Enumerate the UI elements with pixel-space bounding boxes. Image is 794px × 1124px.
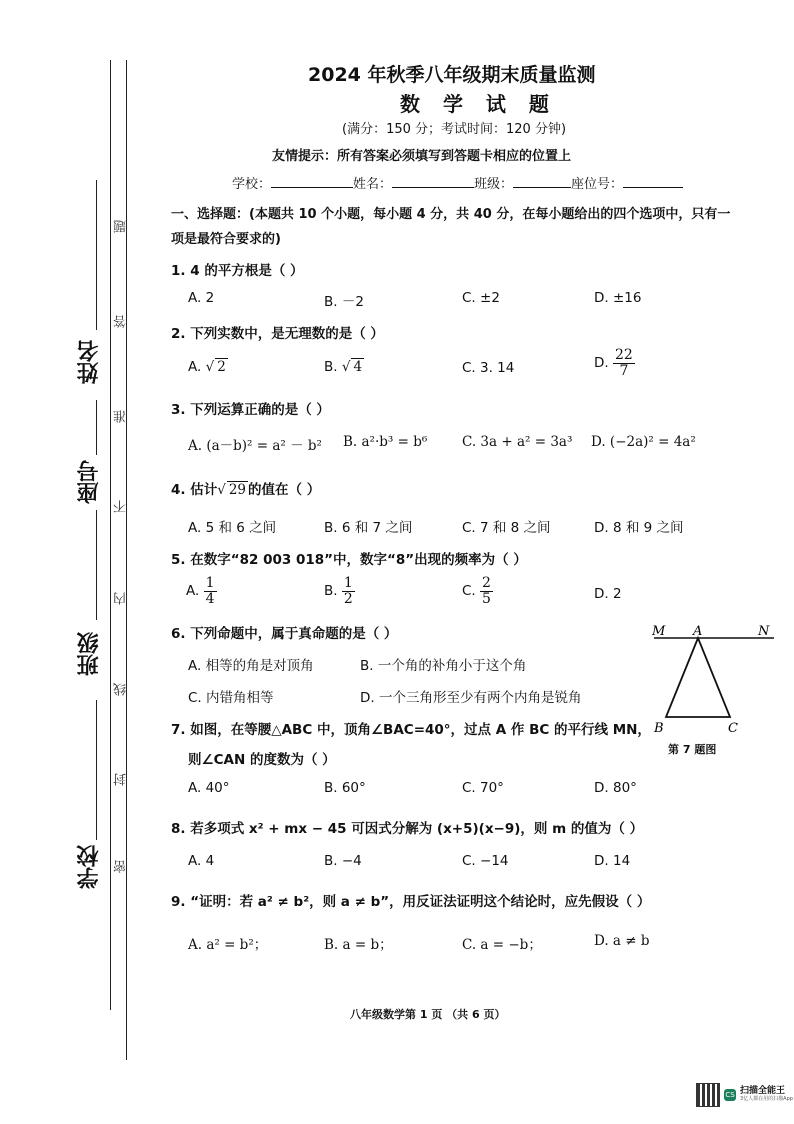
q2-d-letter: D. — [594, 355, 609, 372]
field-seat-blank[interactable] — [623, 187, 683, 188]
q1-stem: 1. 4 的平方根是（ ） — [171, 263, 304, 279]
q5-b-fraction — [342, 576, 355, 606]
friendly-tip: 友情提示：所有答案必须填写到答题卡相应的位置上 — [272, 149, 572, 164]
q8-option-d: D. 14 — [594, 853, 631, 869]
binding-seat-label: 座号 — [77, 460, 102, 504]
seal-char-4: 不 — [114, 500, 129, 513]
watermark-logo-icon: CS — [725, 1091, 735, 1099]
q5-stem: 5. 在数字“82 003 018”中，数字“8”出现的频率为（ ） — [171, 552, 527, 568]
q9-option-d: D. a ≠ b — [594, 933, 650, 949]
watermark-text: 扫描全能王 — [740, 1086, 786, 1097]
q5-a-numerator: 1 — [205, 575, 215, 591]
q1-option-a: A. 2 — [188, 290, 215, 306]
q7-figure — [648, 622, 778, 742]
q7-figure-caption: 第 7 题图 — [668, 743, 717, 756]
q5-b-denominator: 2 — [343, 590, 353, 607]
q5-c-numerator: 2 — [482, 575, 491, 591]
label-n: N — [758, 624, 770, 639]
q2-d-denominator: 7 — [619, 362, 629, 379]
q4-stem — [171, 478, 320, 498]
q5-c-fraction — [480, 576, 493, 606]
q4-stem-post: 的值在（ ） — [248, 482, 321, 498]
q6-stem: 6. 下列命题中，属于真命题的是（ ） — [171, 626, 398, 642]
label-b: B — [654, 721, 664, 736]
q2-b-letter: B. — [324, 359, 338, 375]
q3-option-c: C. 3a + a² = 3a³ — [462, 434, 573, 450]
q5-a-denominator: 4 — [205, 590, 215, 607]
binding-class-blank — [96, 510, 97, 620]
student-info-row — [232, 173, 683, 192]
q7-option-a: A. 40° — [188, 780, 230, 796]
q6-option-c: C. 内错角相等 — [188, 690, 274, 706]
binding-school-label: 学校 — [77, 845, 102, 889]
section1-intro-line1: 一、选择题：(本题共 10 个小题，每小题 4 分，共 40 分，在每小题给出的四个选项中，只有一 — [171, 207, 731, 222]
q8-option-a: A. 4 — [188, 853, 215, 869]
exam-title: 2024 年秋季八年级期末质量监测 — [308, 64, 596, 86]
q9-stem: 9. “证明：若 a² ≠ b²，则 a ≠ b”，用反证法证明这个结论时，应先假设（ ） — [171, 894, 651, 910]
q7-stem-line2: 则∠CAN 的度数为（ ） — [188, 752, 336, 768]
binding-seat-blank — [96, 400, 97, 455]
q3-option-d: D. (−2a)² = 4a² — [591, 434, 696, 450]
q1-option-c: C. ±2 — [462, 290, 500, 306]
binding-school-field — [74, 845, 105, 893]
page-footer: 八年级数学第 1 页 （共 6 页） — [350, 1008, 506, 1021]
q9-option-a: A. a² = b²； — [188, 937, 268, 953]
seal-char-5: 内 — [114, 592, 129, 605]
field-school-label: 学校： — [232, 177, 272, 192]
q8-option-c: C. −14 — [462, 853, 509, 869]
q4-option-b: B. 6 和 7 之间 — [324, 520, 413, 536]
q1-option-d: D. ±16 — [594, 290, 642, 306]
seal-char-1: 题 — [114, 220, 129, 233]
scanner-watermark — [696, 1083, 793, 1107]
q5-b-numerator: 1 — [343, 575, 353, 591]
label-m: M — [652, 624, 666, 639]
binding-class-label: 班级 — [77, 632, 102, 676]
q3-stem: 3. 下列运算正确的是（ ） — [171, 402, 330, 418]
q8-option-b: B. −4 — [324, 853, 362, 869]
q9-option-b: B. a = b； — [324, 937, 393, 953]
q5-a-letter: A. — [186, 583, 200, 600]
q3-option-a: A. (a－b)² = a² － b² — [188, 438, 322, 454]
binding-class-field — [74, 632, 105, 680]
q5-b-letter: B. — [324, 583, 338, 600]
q4-option-d: D. 8 和 9 之间 — [594, 520, 684, 536]
q5-option-b — [324, 576, 355, 606]
binding-seat-field — [74, 460, 105, 508]
label-c: C — [728, 721, 738, 736]
section1-intro-line2: 项是最符合要求的) — [171, 232, 281, 247]
q2-stem: 2. 下列实数中，是无理数的是（ ） — [171, 326, 384, 342]
watermark-subtext: 3亿人都在用的扫描App — [740, 1096, 793, 1103]
binding-school-blank — [96, 700, 97, 840]
q2-option-d — [594, 348, 635, 378]
triangle-abc — [666, 638, 730, 717]
q7-option-c: C. 70° — [462, 780, 504, 796]
field-class-label: 班级： — [474, 177, 514, 192]
q7-stem-line1: 7. 如图，在等腰△ABC 中，顶角∠BAC=40°，过点 A 作 BC 的平行线 MN， — [171, 722, 651, 738]
q2-option-c: C. 3. 14 — [462, 360, 515, 376]
q2-a-sqrt: √ 2 — [205, 359, 226, 375]
binding-name-label: 姓名 — [77, 340, 102, 384]
q2-option-b — [324, 358, 364, 375]
q2-a-radicand: 2 — [217, 359, 226, 375]
binding-name-blank — [96, 180, 97, 330]
q5-option-c — [462, 576, 493, 606]
q6-option-b: B. 一个角的补角小于这个角 — [360, 658, 527, 674]
field-seat-label: 座位号： — [571, 177, 624, 192]
seal-char-8: 密 — [114, 860, 129, 873]
q4-radicand: 29 — [228, 482, 247, 498]
q4-option-c: C. 7 和 8 之间 — [462, 520, 551, 536]
field-name-label: 姓名： — [353, 177, 393, 192]
q9-option-c: C. a = −b； — [462, 937, 542, 953]
exam-meta: (满分：150 分；考试时间：120 分钟) — [342, 122, 567, 137]
q5-option-a — [186, 576, 217, 606]
seal-char-6: 线 — [114, 683, 129, 696]
seal-char-7: 封 — [114, 773, 129, 786]
q6-option-d: D. 一个三角形至少有两个内角是锐角 — [360, 690, 582, 706]
field-name-blank[interactable] — [392, 187, 474, 188]
q7-option-d: D. 80° — [594, 780, 637, 796]
q2-option-a — [188, 358, 228, 375]
q8-stem: 8. 若多项式 x² + mx − 45 可因式分解为 (x+5)(x−9)，则 m 的值为（ ） — [171, 821, 644, 837]
q4-stem-pre: 4. 估计 — [171, 482, 218, 498]
q1-option-b: B. －2 — [324, 294, 364, 310]
q4-sqrt: √ 29 — [217, 482, 247, 498]
q5-c-denominator: 5 — [482, 590, 491, 607]
binding-name-field — [74, 340, 105, 388]
label-a: A — [693, 624, 703, 639]
exam-subject: 数 学 试 题 — [400, 92, 557, 116]
binding-line-outer — [110, 60, 111, 1010]
q6-option-a: A. 相等的角是对顶角 — [188, 658, 314, 674]
binding-line-inner — [126, 60, 127, 1060]
field-school-blank[interactable] — [271, 187, 353, 188]
qr-code-icon — [696, 1083, 720, 1107]
q5-a-fraction — [204, 576, 217, 606]
q2-d-numerator: 22 — [614, 347, 633, 363]
field-class-blank[interactable] — [513, 187, 571, 188]
q5-c-letter: C. — [462, 583, 476, 600]
q3-option-b: B. a²·b³ = b⁶ — [343, 434, 428, 450]
q2-b-radicand: 4 — [353, 359, 363, 375]
q4-option-a: A. 5 和 6 之间 — [188, 520, 277, 536]
q2-d-fraction — [613, 348, 635, 378]
q7-option-b: B. 60° — [324, 780, 366, 796]
q2-a-letter: A. — [188, 359, 202, 375]
seal-char-2: 答 — [114, 315, 129, 328]
q2-b-sqrt: √ 4 — [341, 359, 363, 375]
seal-char-3: 准 — [114, 410, 129, 423]
q5-option-d: D. 2 — [594, 586, 622, 602]
